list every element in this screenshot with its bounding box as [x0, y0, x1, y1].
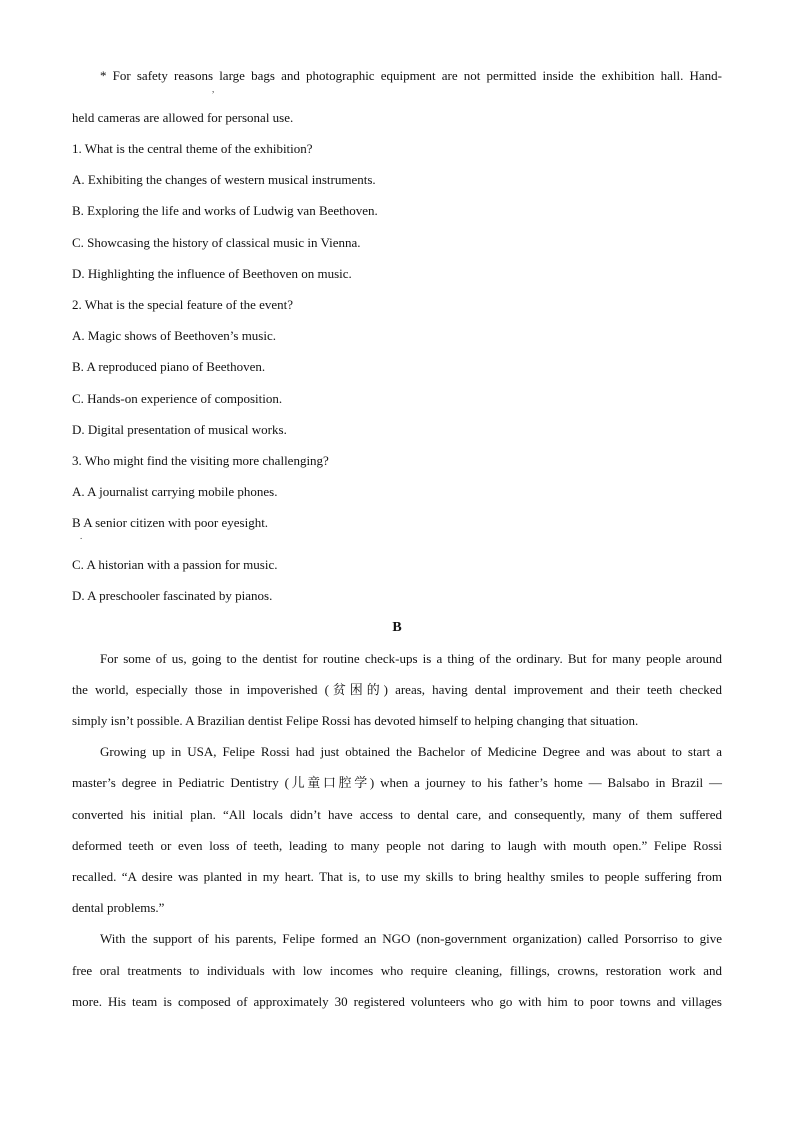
question-3-option-d: D. A preschooler fascinated by pianos. [72, 588, 273, 603]
question-2-option-d: D. Digital presentation of musical works. [72, 422, 287, 437]
paragraph-1-line-2: the world, especially those in impoverished (贫困的) areas, having dental improvement and their teeth checked [72, 682, 722, 697]
question-2-stem: 2. What is the special feature of the event? [72, 297, 294, 312]
section-heading: B [392, 620, 402, 635]
paragraph-2-line-1: Growing up in USA, Felipe Rossi had just obtained the Bachelor of Medicine Degree and was about to start a [100, 744, 722, 759]
question-1-stem: 1. What is the central theme of the exhibition? [72, 141, 313, 156]
paragraph-2-line-5: recalled. “A desire was planted in my heart. That is, to use my skills to bring healthy smiles to people suffering from [72, 869, 722, 884]
question-2-option-b: B. A reproduced piano of Beethoven. [72, 359, 266, 374]
paragraph-1-line-1: For some of us, going to the dentist for routine check-ups is a thing of the ordinary. But for many people around [100, 651, 722, 666]
paragraph-2-line-3: converted his initial plan. “All locals didn’t have access to dental care, and consequently, many of them suffered [72, 807, 722, 822]
question-1-option-d: D. Highlighting the influence of Beethoven on music. [72, 266, 352, 281]
question-2-option-a: A. Magic shows of Beethoven’s music. [72, 328, 277, 343]
question-3-option-a: A. A journalist carrying mobile phones. [72, 484, 278, 499]
paragraph-1-line-3: simply isn’t possible. A Brazilian dentist Felipe Rossi has devoted himself to helping changing that situation. [72, 713, 639, 728]
notice-line-2: held cameras are allowed for personal use. [72, 110, 294, 125]
paragraph-3-line-2: free oral treatments to individuals with low incomes who require cleaning, fillings, crowns, restoration work and [72, 963, 722, 978]
question-3-stem: 3. Who might find the visiting more challenging? [72, 453, 329, 468]
notice-line-1: * For safety reasons large bags and photographic equipment are not permitted inside the exhibition hall. Hand- [100, 68, 722, 83]
stray-dot-mark: . [80, 531, 83, 541]
question-3-option-c: C. A historian with a passion for music. [72, 557, 278, 572]
paragraph-3-line-3: more. His team is composed of approximately 30 registered volunteers who go with him to poor towns and villages [72, 994, 722, 1009]
paragraph-2-line-4: deformed teeth or even loss of teeth, leading to many people not daring to laugh with mouth open.” Felipe Rossi [72, 838, 722, 853]
question-1-option-b: B. Exploring the life and works of Ludwig van Beethoven. [72, 203, 378, 218]
question-2-option-c: C. Hands-on experience of composition. [72, 391, 283, 406]
question-1-option-a: A. Exhibiting the changes of western musical instruments. [72, 172, 376, 187]
paragraph-2-line-2: master’s degree in Pediatric Dentistry (儿童口腔学) when a journey to his father’s home — Balsabo in Brazil — [72, 775, 722, 790]
paragraph-2-line-6: dental problems.” [72, 900, 165, 915]
question-3-option-b: B A senior citizen with poor eyesight. [72, 515, 269, 530]
stray-comma-mark: , [212, 84, 215, 94]
question-1-option-c: C. Showcasing the history of classical music in Vienna. [72, 235, 361, 250]
paragraph-3-line-1: With the support of his parents, Felipe formed an NGO (non-government organization) called Porsorriso to give [100, 931, 722, 946]
